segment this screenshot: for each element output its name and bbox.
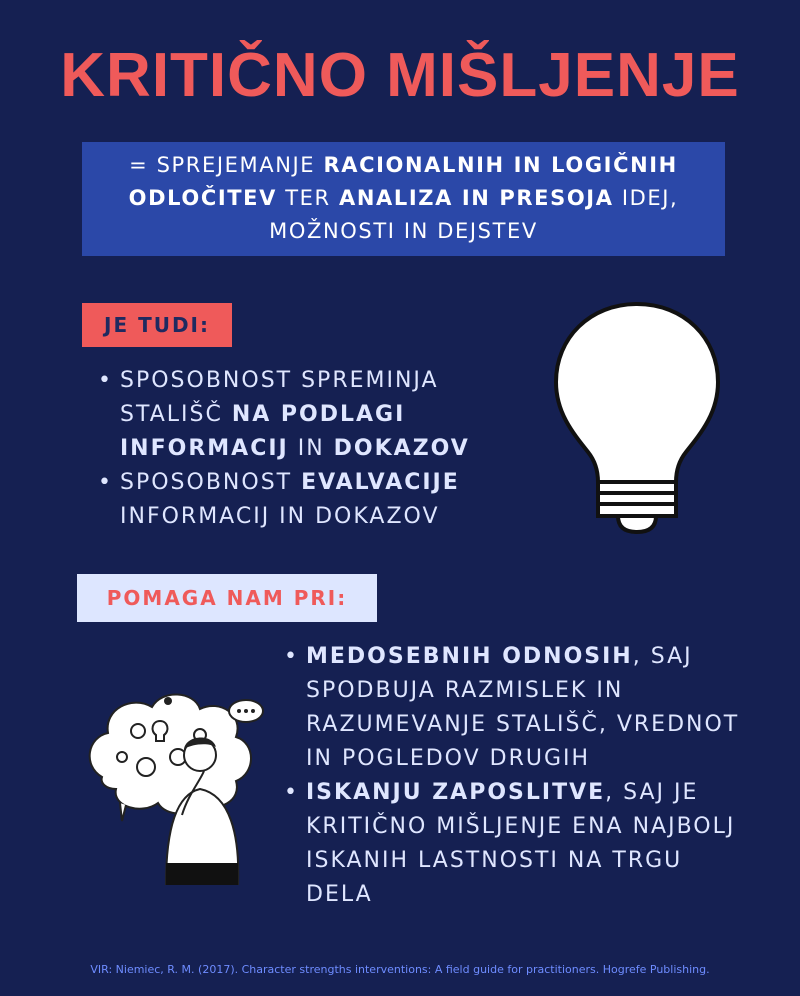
- item-text: , SAJ JE KRITIČNO MIŠLJENJE ENA NAJBOLJ ISKANIH LASTNOSTI NA TRGU DELA: [306, 780, 736, 907]
- definition-box: [82, 142, 725, 256]
- thinking-person-illustration: [82, 685, 272, 885]
- item-text: SPOSOBNOST SPREMINJA STALIŠČ: [120, 368, 439, 427]
- definition-text: TER: [276, 186, 340, 210]
- item-bold: NA PODLAGI INFORMACIJ: [120, 402, 406, 461]
- definition-bold-1: RACIONALNIH IN LOGIČNIH ODLOČITEV: [128, 153, 678, 210]
- pomaga-label: POMAGA NAM PRI:: [77, 574, 377, 622]
- item-text: IN: [288, 436, 334, 461]
- item-bold: ISKANJU ZAPOSLITVE: [306, 780, 606, 805]
- definition-text: IDEJ, MOŽNOSTI IN DEJSTEV: [269, 186, 679, 243]
- definition-text: = SPREJEMANJE: [129, 153, 324, 177]
- lightbulb-icon: [552, 300, 722, 536]
- pomaga-list: [284, 640, 754, 912]
- item-text: , SAJ SPODBUJA RAZMISLEK IN RAZUMEVANJE STALIŠČ, VREDNOT IN POGLEDOV DRUGIH: [306, 644, 740, 771]
- list-item: [98, 466, 518, 534]
- source-citation: VIR: Niemiec, R. M. (2017). Character strengths interventions: A field guide for practitioners. Hogrefe Publishing.: [90, 963, 710, 976]
- item-text: INFORMACIJ IN DOKAZOV: [120, 504, 440, 529]
- list-item: [284, 776, 754, 912]
- list-item: [98, 364, 518, 466]
- je-tudi-label: JE TUDI:: [82, 303, 232, 347]
- item-bold: DOKAZOV: [333, 436, 470, 461]
- definition-bold-2: ANALIZA IN PRESOJA: [339, 186, 614, 210]
- je-tudi-list: [98, 364, 518, 534]
- page-title: KRITIČNO MIŠLJENJE: [60, 41, 740, 110]
- item-bold: EVALVACIJE: [301, 470, 460, 495]
- item-bold: MEDOSEBNIH ODNOSIH: [306, 644, 633, 669]
- list-item: [284, 640, 754, 776]
- item-text: SPOSOBNOST: [120, 470, 302, 495]
